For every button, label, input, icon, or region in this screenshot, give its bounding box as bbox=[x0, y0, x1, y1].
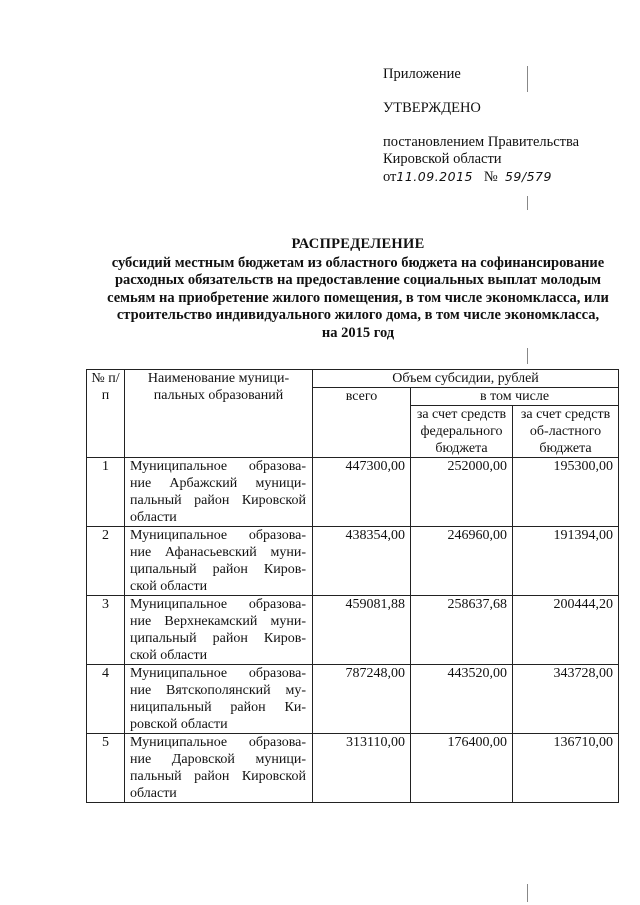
table-row bbox=[87, 458, 619, 527]
row-total: 447300,00 bbox=[313, 458, 411, 527]
header-line: на 2015 год bbox=[321, 324, 395, 341]
header-line: строительство индивидуального жилого дома, в том числе экономкласса, bbox=[116, 307, 600, 323]
row-num: 4 bbox=[87, 665, 125, 734]
scan-mark bbox=[527, 348, 528, 364]
decree-date-line bbox=[383, 168, 579, 186]
row-total: 438354,00 bbox=[313, 527, 411, 596]
row-total: 313110,00 bbox=[313, 734, 411, 803]
scan-mark bbox=[527, 884, 528, 902]
approved-label: УТВЕРЖДЕНО bbox=[383, 100, 481, 116]
appendix-label: Приложение bbox=[383, 66, 461, 82]
header-line: семьям на приобретение жилого помещения, в том числе экономкласса, или bbox=[107, 289, 609, 306]
scan-mark bbox=[527, 196, 528, 210]
header-regional: за счет средств об-ластного бюджета bbox=[513, 406, 619, 458]
row-federal: 443520,00 bbox=[411, 665, 513, 734]
header-total: всего bbox=[313, 388, 411, 458]
row-name: Муниципальное образова-ние Верхнекамский муни-ципальный район Киров-ской области bbox=[125, 596, 313, 665]
row-regional: 191394,00 bbox=[513, 527, 619, 596]
header-including: в том числе bbox=[411, 388, 619, 406]
header-federal: за счет средств федерального бюджета bbox=[411, 406, 513, 458]
table-row bbox=[87, 665, 619, 734]
row-num: 2 bbox=[87, 527, 125, 596]
distribution-table bbox=[86, 369, 619, 803]
row-regional: 343728,00 bbox=[513, 665, 619, 734]
row-regional: 136710,00 bbox=[513, 734, 619, 803]
header-line: субсидий местным бюджетам из областного бюджета на софинансирование bbox=[111, 254, 605, 271]
row-regional: 200444,20 bbox=[513, 596, 619, 665]
number-prefix: № bbox=[483, 169, 498, 185]
document-header bbox=[80, 236, 636, 342]
table-row bbox=[87, 734, 619, 803]
table-row bbox=[87, 596, 619, 665]
document-title: РАСПРЕДЕЛЕНИЕ bbox=[291, 236, 425, 252]
header-num: № п/п bbox=[87, 370, 125, 458]
row-regional: 195300,00 bbox=[513, 458, 619, 527]
row-federal: 252000,00 bbox=[411, 458, 513, 527]
header-volume: Объем субсидии, рублей bbox=[313, 370, 619, 388]
row-total: 459081,88 bbox=[313, 596, 411, 665]
row-name: Муниципальное образова-ние Арбажский муници-пальный район Кировской области bbox=[125, 458, 313, 527]
row-federal: 258637,68 bbox=[411, 596, 513, 665]
header-line: расходных обязательств на предоставление социальных выплат молодым bbox=[114, 272, 602, 288]
decree-line2: Кировской области bbox=[383, 151, 502, 167]
row-num: 3 bbox=[87, 596, 125, 665]
row-federal: 246960,00 bbox=[411, 527, 513, 596]
row-name: Муниципальное образова-ние Даровской муници-пальный район Кировской области bbox=[125, 734, 313, 803]
decree-line1: постановлением Правительства bbox=[383, 134, 580, 150]
row-name: Муниципальное образова-ние Афанасьевский муни-ципальный район Киров-ской области bbox=[125, 527, 313, 596]
header-name: Наименование муници-пальных образований bbox=[125, 370, 313, 458]
decree-date: 11.09.2015 bbox=[396, 169, 473, 184]
table-row bbox=[87, 527, 619, 596]
row-num: 1 bbox=[87, 458, 125, 527]
approval-block bbox=[383, 66, 579, 186]
row-total: 787248,00 bbox=[313, 665, 411, 734]
row-federal: 176400,00 bbox=[411, 734, 513, 803]
date-prefix: от bbox=[383, 169, 397, 185]
row-num: 5 bbox=[87, 734, 125, 803]
row-name: Муниципальное образова-ние Вятскополянский му-ниципальный район Ки-ровской области bbox=[125, 665, 313, 734]
decree-number: 59/579 bbox=[504, 169, 552, 184]
